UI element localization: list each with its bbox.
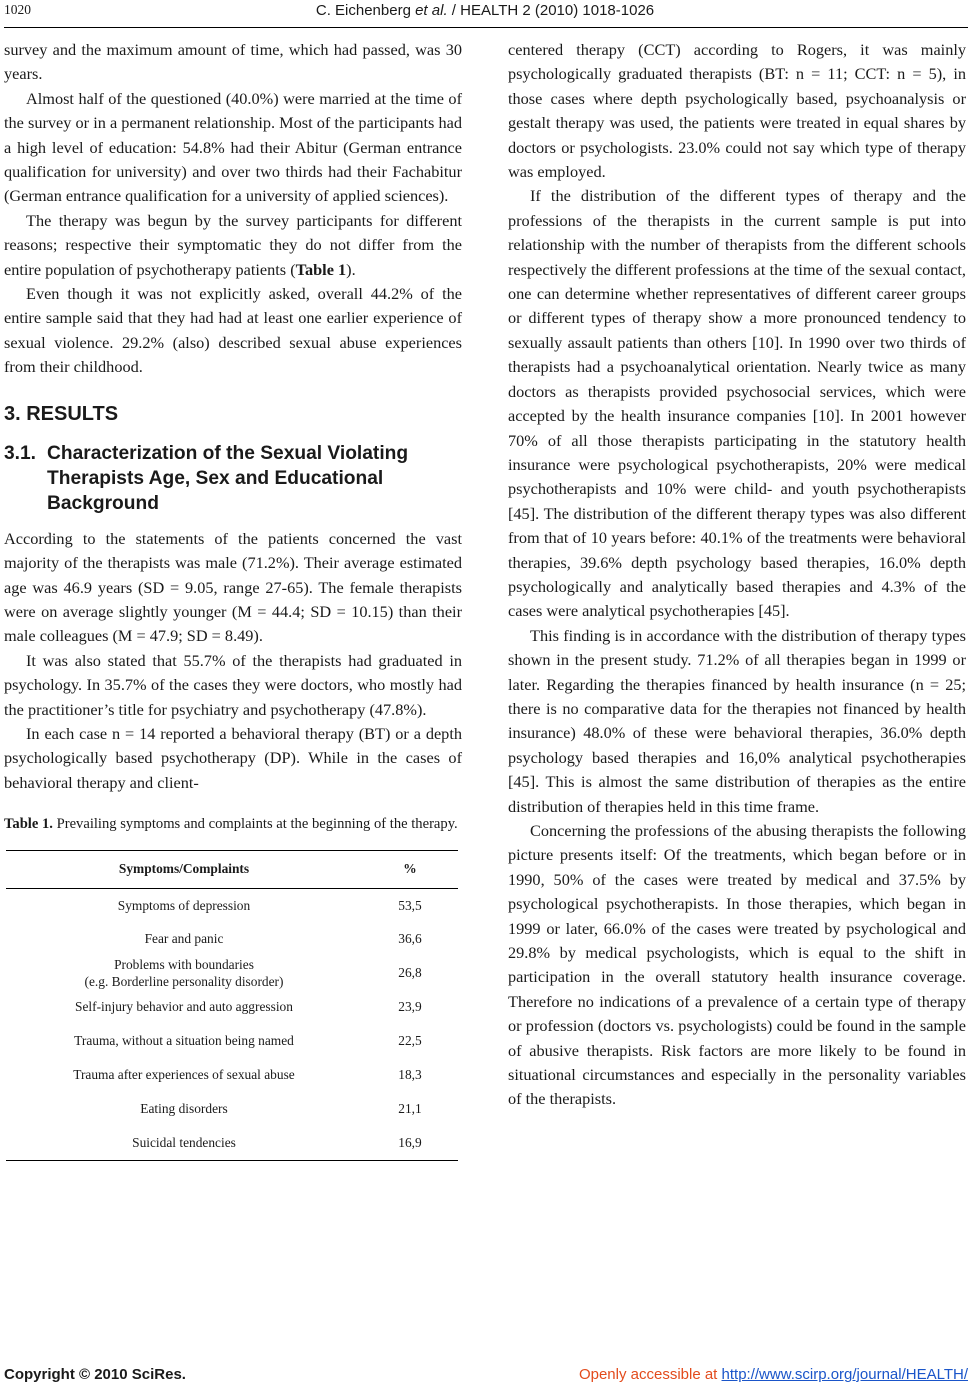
table-row	[6, 957, 458, 991]
paragraph-text: The therapy was begun by the survey participants for different reasons; respective their symptomatic they do not differ from the entire population of psychotherapy patients (	[4, 210, 462, 279]
right-paragraph-3: This finding is in accordance with the distribution of therapy types shown in the present study. 71.2% of all therapies began in 1999 or later. Regarding the therapies financed by health insurance (n = 25; there is no comparative data for the therapies not financed by health insurance) 48.0% of these were behavioral therapies, 36.0% depth psychology based therapies and 16,0% analytical psychotherapies [45]. This is almost the same distribution of therapies as the entire distribution of therapies held in this time frame.	[508, 625, 966, 816]
symptom-cell: Symptoms of depression	[117, 897, 251, 913]
percent-cell: 53,5	[398, 897, 422, 913]
section-heading: 3. RESULTS	[4, 402, 119, 425]
left-paragraph-5: According to the statements of the patients concerned the vast majority of the therapists was male (71.2%). Their average estimated age was 46.9 years (SD = 9.05, range 27-65). The female therapists were on average slightly younger (M = 44.4; SD = 10.15) than their male colleagues (M = 47.9; SD = 8.49).	[4, 528, 462, 646]
left-paragraph-2: Almost half of the questioned (40.0%) were married at the time of the survey or in a permanent relationship. Most of the participants had a high level of education: 54.8% had their Abitur (German entrance qualification for university) and over two thirds had their Fachabitur (German entrance qualification for a university of applied sciences).	[4, 88, 462, 206]
right-column	[508, 38, 966, 1112]
footer-access-label: Openly accessible at	[578, 1366, 722, 1383]
subsection-title: Characterization of the Sexual Violating Therapists Age, Sex and Educational Background	[47, 442, 409, 514]
symptom-cell: Self-injury behavior and auto aggression	[75, 999, 293, 1015]
right-paragraph-2: If the distribution of the different types of therapy and the professions of the therapists in the current sample is put into relationship with the number of therapists from the different schools respectively the different professions at the time of the sexual contact, one can determine whether representatives of different career groups or different types of therapy show a more pronounced tendency to sexually assault patients than others [10]. In 1990 over two thirds of therapists had a psychoanalytical orientation. Nearly twice as many doctors as therapists provided psychosocial services, which were accepted by the health insurance companies [10]. In 2001 however 70% of all those therapists participating in the statutory health insurance were psychological psychotherapists, 20% were medical psychotherapists and 10% were child- and youth psychotherapists [45]. The distribution of the different therapy types was also different from that of 10 years before: 40.1% of the treatments were behavioral therapies, 39.6% depth psychology based therapies, 16.0% depth psychologically and analytically based therapies and 4.3% of the cases were analytical psychotherapies [45].	[508, 186, 966, 621]
paragraph-text: ).	[346, 259, 356, 279]
symptom-cell: Trauma after experiences of sexual abuse	[73, 1067, 295, 1083]
left-paragraph-3	[4, 209, 462, 282]
column-header-percent: %	[362, 851, 458, 889]
header-authors: C. Eichenberg	[315, 2, 411, 19]
symptom-cell	[6, 957, 362, 991]
table-caption	[4, 815, 462, 834]
table-row	[6, 923, 458, 957]
percent-cell: 36,6	[398, 931, 422, 947]
table-caption-label: Table 1.	[4, 816, 53, 833]
symptom-cell-line-2: (e.g. Borderline personality disorder)	[84, 973, 284, 989]
symptoms-table	[6, 850, 458, 1161]
table-row	[6, 1127, 458, 1161]
percent-cell: 22,5	[398, 1033, 422, 1049]
footer-access	[579, 1366, 968, 1383]
percent-cell: 23,9	[398, 999, 422, 1015]
percent-cell: 21,1	[398, 1101, 422, 1117]
table-row	[6, 1093, 458, 1127]
table-reference-link[interactable]: Table 1	[295, 259, 347, 279]
left-paragraph-1: survey and the maximum amount of time, which had passed, was 30 years.	[4, 40, 462, 84]
table-row	[6, 889, 458, 923]
percent-cell: 26,8	[398, 965, 422, 981]
symptom-cell: Trauma, without a situation being named	[74, 1033, 294, 1049]
subsection-number: 3.1.	[4, 442, 37, 464]
column-header-symptoms: Symptoms/Complaints	[6, 851, 362, 889]
right-paragraph-1: centered therapy (CCT) according to Rogers, it was mainly psychologically graduated therapists (BT: n = 11; CCT: n = 5), in those cases where depth psychologically based, psychoanalysis or gestalt therapy was used, the patients were treated in equal shares by doctors or psychologists. 23.0% could not say which type of therapy was employed.	[508, 40, 966, 182]
left-column	[4, 38, 462, 1161]
left-paragraph-6: It was also stated that 55.7% of the therapists had graduated in psychology. In 35.7% of the cases they were doctors, who mostly had the practitioner’s title for psychiatry and psychotherapy (47.8%).	[4, 650, 462, 719]
symptom-cell: Fear and panic	[144, 931, 224, 947]
header-et-al: et al.	[415, 2, 448, 19]
table-row	[6, 1059, 458, 1093]
symptom-cell-line-1: Problems with boundaries	[114, 957, 254, 973]
percent-cell: 18,3	[398, 1067, 422, 1083]
right-paragraph-4: Concerning the professions of the abusing therapists the following picture presents itself: Of the treatments, which began before or in 1990, 50% of the cases were treated by medical and 37.5% by psychological psychotherapists. In those therapies, which began in 1999 or later, 66.0% of the cases were treated by psychological and 29.8% by medical psychologists, which is equal to the shift in participation in the overall statutory health insurance coverage. Therefore no indications of a prevalence of a certain type of therapy or profession (doctors vs. psychologists) could be found in the sample of abusive therapists. Risk factors are more likely to be found in situational circumstances and especially in the personality variables of the therapists.	[508, 821, 966, 1109]
footer-copyright: Copyright © 2010 SciRes.	[4, 1366, 186, 1383]
percent-cell: 16,9	[362, 1127, 458, 1161]
table-header-row	[6, 851, 458, 889]
header-journal: / HEALTH 2 (2010) 1018-1026	[451, 2, 655, 19]
page-number: 1020	[4, 2, 31, 17]
running-header	[0, 2, 970, 19]
table-row	[6, 1025, 458, 1059]
left-paragraph-4: Even though it was not explicitly asked, overall 44.2% of the entire sample said that they had had at least one earlier experience of sexual violence. 29.2% (also) described sexual abuse experiences from their childhood.	[4, 284, 462, 377]
symptom-cell: Eating disorders	[140, 1101, 228, 1117]
table-caption-text: Prevailing symptoms and complaints at the beginning of the therapy.	[56, 816, 458, 833]
journal-url-link[interactable]: http://www.scirp.org/journal/HEALTH/	[721, 1366, 968, 1383]
symptom-cell: Suicidal tendencies	[6, 1127, 362, 1161]
header-rule	[4, 27, 968, 28]
table-row	[6, 991, 458, 1025]
subsection-heading	[4, 441, 462, 516]
left-paragraph-7: In each case n = 14 reported a behavioral therapy (BT) or a depth psychologically based psychotherapy (DP). While in the cases of behavioral therapy and client-	[4, 723, 462, 792]
